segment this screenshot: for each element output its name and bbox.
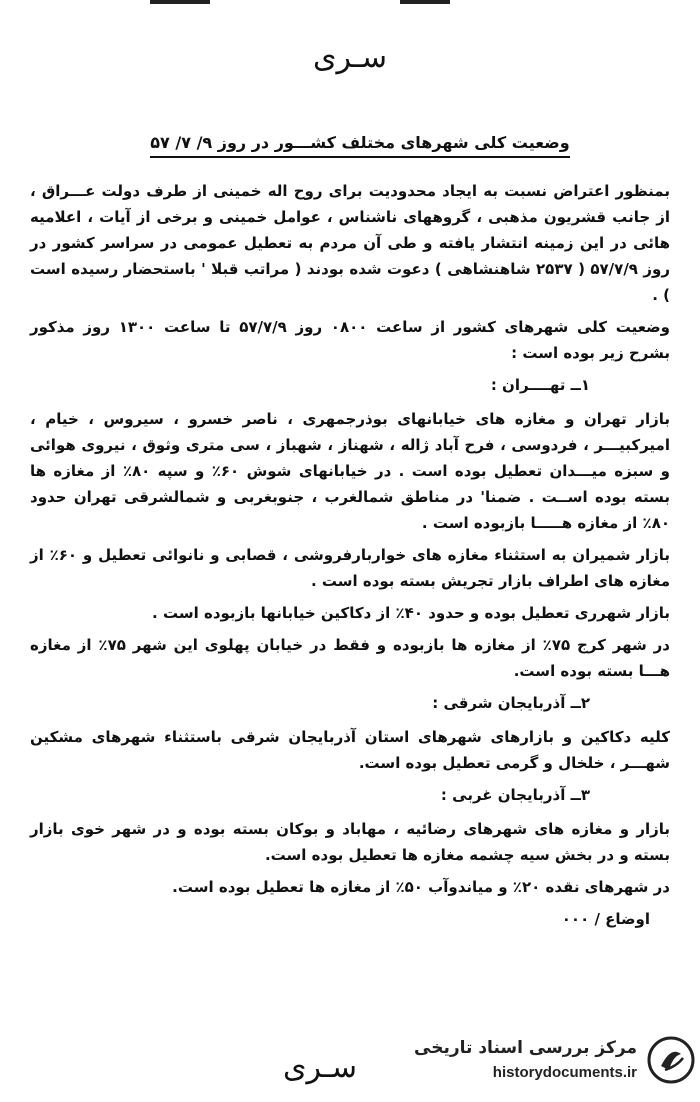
section-paragraph: در شهر کرج ۷۵٪ از مغازه ها بازبوده و فقط در خیابان پهلوی این شهر ۷۵٪ از مغازه هـــا بسته بوده است.	[30, 636, 670, 680]
section-heading-east-azerbaijan: ۲ــ آذربایجان شرقی :	[432, 694, 590, 712]
footer-note: اوضاع / ۰۰۰	[561, 910, 650, 928]
section-heading-tehran: ۱ــ تهــــران :	[490, 376, 590, 394]
archive-logo-icon	[647, 1036, 695, 1084]
intro-paragraph: وضعیت کلی شهرهای کشور از ساعت ۰۸۰۰ روز ۵۷/۷/۹ تا ساعت ۱۳۰۰ روز مذکور بشرح زیر بوده است :	[30, 318, 670, 362]
section-paragraph: بازار شمیران به استثناء مغازه های خواربارفروشی ، قصابی و نانوائی تعطیل و ۶۰٪ از مغازه های اطراف بازار تجریش بسته بوده است .	[30, 546, 670, 590]
watermark-title: مرکز بررسی اسناد تاریخی	[414, 1038, 637, 1058]
document-body	[30, 178, 670, 932]
top-scan-mark-left	[150, 0, 210, 4]
section-paragraph: در شهرهای نقده ۲۰٪ و میاندوآب ۵۰٪ از مغازه ها تعطیل بوده است.	[172, 878, 670, 896]
section-paragraph: بازار شهرری تعطیل بوده و حدود ۴۰٪ از دکاکین خیابانها بازبوده است .	[152, 604, 670, 622]
classification-footer: سـرى	[283, 1050, 357, 1085]
section-paragraph: بازار و مغازه های شهرهای رضائیه ، مهاباد و بوکان بسته بوده و در شهر خوی بازار بسته و در بخش سیه چشمه مغازه ها تعطیل بوده است.	[30, 820, 670, 864]
classification-header: سـرى	[313, 40, 387, 75]
archive-watermark	[414, 1030, 695, 1090]
document-title: وضعیت کلی شهرهای مختلف کشـــور در روز ۹/ ۷/ ۵۷	[150, 133, 570, 158]
top-scan-mark-right	[400, 0, 450, 4]
intro-paragraph: بمنظور اعتراض نسبت به ایجاد محدودیت برای روح اله خمینی از طرف دولت عـــراق ، از جانب قشریون مذهبی ، گروههای ناشناس ، عوامل خمینی و برخی از آیات ، اعلامیه هائی در این زمینه انتشار یافته و طی آن مردم به تعطیل عمومی در سراسر کشور در روز ۵۷/۷/۹ ( ۲۵۳۷ شاهنشاهی ) دعوت شده بودند ( مراتب قبلا ' باستحضار رسیده است ) .	[30, 182, 670, 304]
section-paragraph: بازار تهران و مغازه های خیابانهای بوذرجمهری ، ناصر خسرو ، سیروس ، خیام ، امیرکبیـــر ، فردوسی ، فرح آباد ژاله ، شهناز ، شهباز ، سی متری وثوق ، نیروی هوائی و سبزه میـــدان تعطیل بوده است . در خیابانهای شوش ۶۰٪ و سپه ۸۰٪ از مغازه ها بسته بوده اســت . ضمنا' در مناطق شمالغرب ، جنوبغربی و شمالشرقی تهران حدود ۸۰٪ از مغازه هـــــا بازبوده است .	[30, 410, 670, 532]
section-heading-west-azerbaijan: ۳ــ آذربایجان غربی :	[440, 786, 590, 804]
section-paragraph: کلیه دکاکین و بازارهای شهرهای استان آذربایجان شرقی باستثناء شهرهای مشکین شهـــر ، خلخال و گرمی تعطیل بوده است.	[30, 728, 670, 772]
watermark-url: historydocuments.ir	[492, 1064, 637, 1081]
